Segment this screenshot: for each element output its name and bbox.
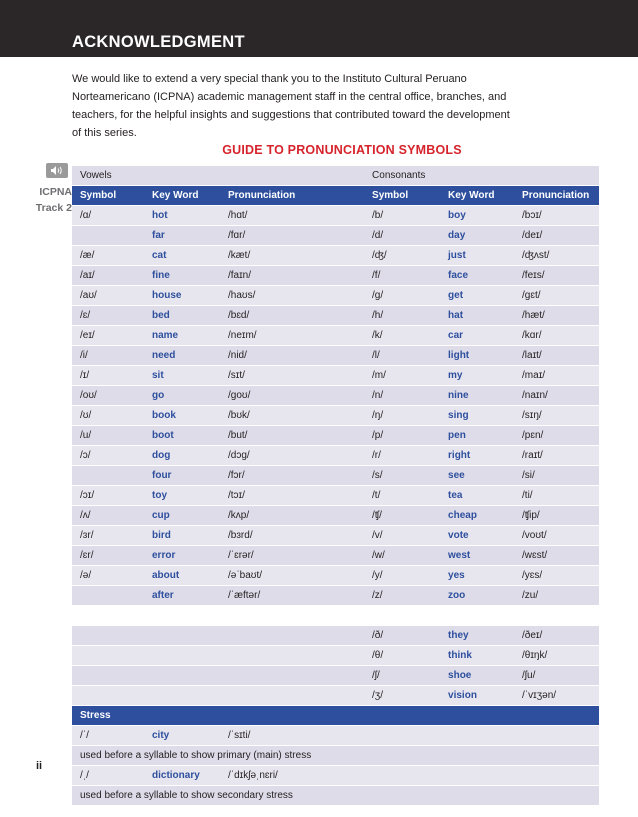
symbol-cell: /u/ <box>72 426 144 446</box>
key-word-cell: get <box>440 286 514 306</box>
table-row <box>72 506 599 526</box>
key-word-cell: far <box>144 226 220 246</box>
key-word-cell: boy <box>440 206 514 226</box>
key-word-cell: just <box>440 246 514 266</box>
key-word-cell: house <box>144 286 220 306</box>
pronunciation-cell: /ˈdɪkʃəˌnɛri/ <box>220 766 364 786</box>
pronunciation-cell: /raɪt/ <box>514 446 599 466</box>
stress-note: used before a syllable to show secondary stress <box>72 786 599 806</box>
key-word-cell: error <box>144 546 220 566</box>
key-word-cell: tea <box>440 486 514 506</box>
symbol-cell: /ʊ/ <box>72 406 144 426</box>
key-word-cell: toy <box>144 486 220 506</box>
pronunciation-cell: /zu/ <box>514 586 599 606</box>
symbol-cell: /ɛr/ <box>72 546 144 566</box>
symbol-cell: /ˌ/ <box>72 766 144 786</box>
key-word-cell: vote <box>440 526 514 546</box>
symbol-cell <box>72 666 144 686</box>
audio-label-line2: Track 2 <box>35 202 72 214</box>
pronunciation-cell: /ˈæftər/ <box>220 586 364 606</box>
key-word-cell <box>144 606 220 626</box>
pronunciation-cell: /bɔɪ/ <box>514 206 599 226</box>
pronunciation-cell: /ʤʌst/ <box>514 246 599 266</box>
pronunciation-cell: /ˈɛrər/ <box>220 546 364 566</box>
pronunciation-cell: /hɑt/ <box>220 206 364 226</box>
symbol-cell: /d/ <box>364 226 440 246</box>
pronunciation-cell: /voʊt/ <box>514 526 599 546</box>
symbol-cell: /ɔ/ <box>72 446 144 466</box>
header-cell: Key Word <box>440 186 514 206</box>
key-word-cell: fine <box>144 266 220 286</box>
symbol-cell: /v/ <box>364 526 440 546</box>
stress-header-row <box>72 706 599 726</box>
pronunciation-cell: /neɪm/ <box>220 326 364 346</box>
symbol-cell: /θ/ <box>364 646 440 666</box>
stress-label: Stress <box>72 706 599 726</box>
symbol-cell: /r/ <box>364 446 440 466</box>
speaker-icon[interactable] <box>46 163 68 178</box>
pronunciation-cell: /ðeɪ/ <box>514 626 599 646</box>
pronunciation-cell <box>514 606 599 626</box>
audio-track-badge[interactable] <box>28 163 72 215</box>
stress-primary-note-row <box>72 746 599 766</box>
table-row <box>72 246 599 266</box>
table-row <box>72 266 599 286</box>
symbol-cell <box>72 626 144 646</box>
pronunciation-cell: /ˈvɪʒən/ <box>514 686 599 706</box>
symbol-cell: /ʤ/ <box>364 246 440 266</box>
key-word-cell: west <box>440 546 514 566</box>
key-word-cell: city <box>144 726 220 746</box>
symbol-cell: /n/ <box>364 386 440 406</box>
table-row <box>72 306 599 326</box>
symbol-cell: /ˈ/ <box>72 726 144 746</box>
symbol-cell <box>72 586 144 606</box>
key-word-cell <box>144 666 220 686</box>
symbol-cell: /ŋ/ <box>364 406 440 426</box>
symbol-cell: /ʌ/ <box>72 506 144 526</box>
table-row <box>72 666 599 686</box>
symbol-cell: /s/ <box>364 466 440 486</box>
pronunciation-cell: /ʃu/ <box>514 666 599 686</box>
header-cell: Pronunciation <box>514 186 599 206</box>
header-cell: Pronunciation <box>220 186 364 206</box>
pronunciation-cell: /laɪt/ <box>514 346 599 366</box>
pronunciation-cell: /nid/ <box>220 346 364 366</box>
pronunciation-cell: /gɛt/ <box>514 286 599 306</box>
pronunciation-cell: /yɛs/ <box>514 566 599 586</box>
pronunciation-cell: /tɔɪ/ <box>220 486 364 506</box>
pronunciation-cell: /əˈbaʊt/ <box>220 566 364 586</box>
page-title: ACKNOWLEDGMENT <box>72 33 245 51</box>
pronunciation-cell: /ti/ <box>514 486 599 506</box>
pronunciation-cell: /si/ <box>514 466 599 486</box>
key-word-cell: name <box>144 326 220 346</box>
key-word-cell: see <box>440 466 514 486</box>
table-row <box>72 326 599 346</box>
symbol-cell: /y/ <box>364 566 440 586</box>
symbol-cell: /f/ <box>364 266 440 286</box>
key-word-cell: sing <box>440 406 514 426</box>
table-row <box>72 586 599 606</box>
pronunciation-cell: /hæt/ <box>514 306 599 326</box>
key-word-cell: bird <box>144 526 220 546</box>
key-word-cell <box>144 646 220 666</box>
symbol-cell <box>72 226 144 246</box>
symbol-cell <box>72 466 144 486</box>
symbol-cell: /aɪ/ <box>72 266 144 286</box>
table-header-row <box>72 186 599 206</box>
audio-label-line1: ICPNA <box>39 186 72 198</box>
pronunciation-cell: /feɪs/ <box>514 266 599 286</box>
pronunciation-cell <box>220 626 364 646</box>
key-word-cell: pen <box>440 426 514 446</box>
page-number: ii <box>36 760 43 772</box>
header-cell: Key Word <box>144 186 220 206</box>
symbol-cell: /ɑ/ <box>72 206 144 226</box>
key-word-cell: book <box>144 406 220 426</box>
pronunciation-cell: /ˈsɪti/ <box>220 726 364 746</box>
key-word-cell: cat <box>144 246 220 266</box>
symbol-cell: /ʧ/ <box>364 506 440 526</box>
key-word-cell: hot <box>144 206 220 226</box>
vowels-label: Vowels <box>72 166 364 186</box>
table-row <box>72 446 599 466</box>
table-row <box>72 366 599 386</box>
symbol-cell: /w/ <box>364 546 440 566</box>
table-spacer-row <box>72 606 599 626</box>
pronunciation-cell: /dɔg/ <box>220 446 364 466</box>
symbol-cell: /ɛ/ <box>72 306 144 326</box>
top-bar <box>0 0 638 57</box>
key-word-cell: my <box>440 366 514 386</box>
symbol-cell <box>364 606 440 626</box>
key-word-cell: car <box>440 326 514 346</box>
table-row <box>72 286 599 306</box>
key-word-cell: dog <box>144 446 220 466</box>
key-word-cell: hat <box>440 306 514 326</box>
key-word-cell: they <box>440 626 514 646</box>
key-word-cell <box>440 606 514 626</box>
header-cell: Symbol <box>364 186 440 206</box>
symbol-cell: /p/ <box>364 426 440 446</box>
table-row <box>72 686 599 706</box>
table-row <box>72 546 599 566</box>
key-word-cell: four <box>144 466 220 486</box>
pronunciation-cell: /fɑr/ <box>220 226 364 246</box>
table-row <box>72 226 599 246</box>
symbol-cell <box>72 606 144 626</box>
pronunciation-cell: /deɪ/ <box>514 226 599 246</box>
header-cell: Symbol <box>72 186 144 206</box>
symbol-cell: /aʊ/ <box>72 286 144 306</box>
key-word-cell: sit <box>144 366 220 386</box>
key-word-cell: after <box>144 586 220 606</box>
key-word-cell: dictionary <box>144 766 220 786</box>
symbol-cell: /t/ <box>364 486 440 506</box>
symbol-cell: /k/ <box>364 326 440 346</box>
empty-cell <box>364 766 599 786</box>
pronunciation-cell <box>220 666 364 686</box>
symbol-cell: /ʃ/ <box>364 666 440 686</box>
guide-title: GUIDE TO PRONUNCIATION SYMBOLS <box>222 143 462 157</box>
key-word-cell: nine <box>440 386 514 406</box>
key-word-cell: shoe <box>440 666 514 686</box>
symbol-cell: /oʊ/ <box>72 386 144 406</box>
table-row <box>72 526 599 546</box>
pronunciation-cell: /pɛn/ <box>514 426 599 446</box>
symbol-cell: /ɜr/ <box>72 526 144 546</box>
pronunciation-cell: /ʧip/ <box>514 506 599 526</box>
table-row <box>72 486 599 506</box>
symbol-cell: /ɪ/ <box>72 366 144 386</box>
stress-secondary-note-row <box>72 786 599 806</box>
pronunciation-cell: /maɪ/ <box>514 366 599 386</box>
key-word-cell: boot <box>144 426 220 446</box>
consonants-label: Consonants <box>364 166 599 186</box>
key-word-cell: need <box>144 346 220 366</box>
pronunciation-cell: /kɑr/ <box>514 326 599 346</box>
table-row <box>72 566 599 586</box>
symbol-cell: /ʒ/ <box>364 686 440 706</box>
table-row <box>72 626 599 646</box>
pronunciation-cell <box>220 606 364 626</box>
key-word-cell: day <box>440 226 514 246</box>
symbol-cell: /b/ <box>364 206 440 226</box>
table-row <box>72 406 599 426</box>
pronunciation-cell <box>220 686 364 706</box>
symbol-cell: /ɔɪ/ <box>72 486 144 506</box>
symbol-cell: /eɪ/ <box>72 326 144 346</box>
key-word-cell: cheap <box>440 506 514 526</box>
pronunciation-cell: /bɜrd/ <box>220 526 364 546</box>
key-word-cell: right <box>440 446 514 466</box>
acknowledgment-text: We would like to extend a very special thank you to the Instituto Cultural Peruano Norteamericano (ICPNA) academic management staff in the central office, branches, and teachers, for the helpful insights and suggestions that contributed toward the development of this series. <box>72 73 510 139</box>
pronunciation-cell: /kæt/ <box>220 246 364 266</box>
section-labels-row <box>72 166 599 186</box>
key-word-cell: go <box>144 386 220 406</box>
stress-secondary-row <box>72 766 599 786</box>
pronunciation-cell: /sɪt/ <box>220 366 364 386</box>
symbol-cell: /g/ <box>364 286 440 306</box>
symbol-cell: /z/ <box>364 586 440 606</box>
symbol-cell: /ə/ <box>72 566 144 586</box>
pronunciation-cell: /but/ <box>220 426 364 446</box>
symbol-cell <box>72 646 144 666</box>
table-row <box>72 346 599 366</box>
key-word-cell <box>144 626 220 646</box>
table-row <box>72 206 599 226</box>
pronunciation-cell: /wɛst/ <box>514 546 599 566</box>
symbol-cell: /ð/ <box>364 626 440 646</box>
key-word-cell <box>144 686 220 706</box>
pronunciation-cell: /sɪŋ/ <box>514 406 599 426</box>
pronunciation-cell: /θɪŋk/ <box>514 646 599 666</box>
table-row <box>72 466 599 486</box>
key-word-cell: cup <box>144 506 220 526</box>
key-word-cell: zoo <box>440 586 514 606</box>
pronunciation-cell: /fɔr/ <box>220 466 364 486</box>
pronunciation-cell: /kʌp/ <box>220 506 364 526</box>
pronunciation-cell: /bʊk/ <box>220 406 364 426</box>
symbol-cell: /m/ <box>364 366 440 386</box>
key-word-cell: bed <box>144 306 220 326</box>
pronunciation-cell <box>220 646 364 666</box>
pronunciation-cell: /bɛd/ <box>220 306 364 326</box>
key-word-cell: think <box>440 646 514 666</box>
table-row <box>72 646 599 666</box>
stress-note: used before a syllable to show primary (main) stress <box>72 746 599 766</box>
pronunciation-cell: /haʊs/ <box>220 286 364 306</box>
symbol-cell: /h/ <box>364 306 440 326</box>
table-row <box>72 386 599 406</box>
stress-primary-row <box>72 726 599 746</box>
pronunciation-cell: /naɪn/ <box>514 386 599 406</box>
symbol-cell: /æ/ <box>72 246 144 266</box>
symbol-cell: /l/ <box>364 346 440 366</box>
table-row <box>72 426 599 446</box>
pronunciation-cell: /faɪn/ <box>220 266 364 286</box>
key-word-cell: face <box>440 266 514 286</box>
pronunciation-cell: /goʊ/ <box>220 386 364 406</box>
symbol-cell: /i/ <box>72 346 144 366</box>
key-word-cell: light <box>440 346 514 366</box>
key-word-cell: about <box>144 566 220 586</box>
key-word-cell: vision <box>440 686 514 706</box>
empty-cell <box>364 726 599 746</box>
key-word-cell: yes <box>440 566 514 586</box>
pronunciation-table <box>72 166 599 806</box>
symbol-cell <box>72 686 144 706</box>
